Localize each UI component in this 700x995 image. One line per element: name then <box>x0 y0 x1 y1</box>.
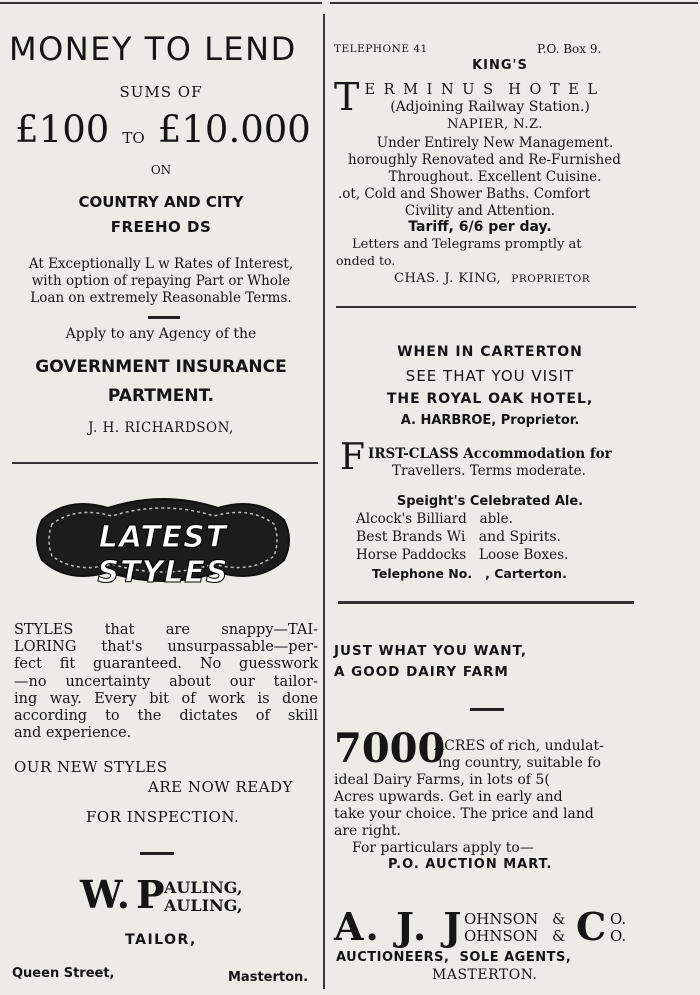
oak-line-4: A. HARBROE, Proprietor. <box>400 413 580 428</box>
hotel-location: NAPIER, N.Z. <box>447 117 543 132</box>
hotel-adjoining: (Adjoining Railway Station.) <box>390 99 590 115</box>
hotel-letters-2: onded to. <box>336 253 396 268</box>
new-styles: OUR NEW STYLES <box>14 758 168 776</box>
country-city: COUNTRY AND CITY <box>78 193 244 211</box>
pauling-initial: W. <box>80 872 130 917</box>
banner-text: LATEST STYLES <box>97 520 229 590</box>
hotel-po-box: P.O. Box 9. <box>537 42 602 56</box>
latest-styles-banner <box>28 490 298 590</box>
left-section-rule <box>12 462 318 464</box>
oak-first <box>340 437 365 478</box>
amount-from: £100 <box>15 108 110 151</box>
hotel-kings: KING'S <box>472 58 528 73</box>
johnson-c: C <box>576 904 607 949</box>
oak-first-initial: F <box>340 437 365 478</box>
rates-line-1: At Exceptionally L w Rates of Interest, <box>28 256 294 272</box>
oak-line-2: SEE THAT YOU VISIT <box>405 367 575 385</box>
tailor-line-2: LORING that's unsurpassable—per- <box>14 639 318 656</box>
money-divider <box>148 316 180 319</box>
johnson-amp-top: & <box>552 910 566 928</box>
money-headline: MONEY TO LEND <box>9 30 297 68</box>
oak-telephone: Telephone No. , Carterton. <box>372 566 567 581</box>
gov-line-1: GOVERNMENT INSURANCE <box>35 357 287 377</box>
queen-street: Queen Street, <box>12 966 115 981</box>
farm-line-6: are right. <box>334 823 401 839</box>
tailor-label: TAILOR, <box>125 932 197 948</box>
amount-to: £10.000 <box>157 108 311 151</box>
oak-line-1: WHEN IN CARTERTON <box>397 344 583 360</box>
proprietor-name: CHAS. J. KING, <box>394 271 502 286</box>
tailor-divider <box>140 852 174 855</box>
column-rule <box>323 14 325 989</box>
gov-line-2: PARTMENT. <box>107 386 215 406</box>
johnson-initials: A. J. J <box>334 904 464 949</box>
right-rule-2 <box>338 601 634 604</box>
for-inspection: FOR INSPECTION. <box>86 808 240 826</box>
hotel-letters: Letters and Telegrams promptly at <box>352 237 582 252</box>
sums-of: SUMS OF <box>119 83 203 101</box>
now-ready: ARE NOW READY <box>148 778 293 796</box>
tailor-line-7: and experience. <box>14 725 132 742</box>
pauling-top: AULING, <box>164 878 243 897</box>
tailor-body <box>14 622 318 742</box>
johnson-logo <box>334 904 664 954</box>
pauling-bottom: AULING, <box>164 896 243 915</box>
johnson-town: MASTERTON. <box>432 967 538 983</box>
hotel-tariff: Tariff, 6/6 per day. <box>408 219 552 235</box>
hotel-line-1: Under Entirely New Management. <box>376 135 614 151</box>
rates-line-3: Loan on extremely Reasonable Terms. <box>30 290 292 306</box>
johnson-amp-bottom: & <box>552 927 566 945</box>
masterton-left: Masterton. <box>228 970 309 985</box>
farm-line-3: ideal Dairy Farms, in lots of 5( <box>334 772 550 788</box>
tailor-line-4: —no uncertainty about our tailor- <box>14 673 318 690</box>
signature: J. H. RICHARDSON, <box>88 420 234 436</box>
farm-particulars: For particulars apply to— <box>352 840 534 856</box>
oak-brands: Best Brands Wi and Spirits. <box>356 529 561 545</box>
left-column <box>0 0 322 995</box>
oak-travellers: Travellers. Terms moderate. <box>392 463 586 479</box>
farm-divider <box>470 708 504 711</box>
on-label: ON <box>150 163 172 177</box>
pauling-big-p: P <box>136 872 165 917</box>
terminus-initial: T <box>334 75 360 119</box>
oak-billiard: Alcock's Billiard able. <box>356 511 513 527</box>
johnson-top: OHNSON <box>464 910 539 928</box>
hotel-line-2: horoughly Renovated and Re-Furnished <box>348 152 621 168</box>
hotel-proprietor <box>394 271 590 286</box>
farm-line-2: ing country, suitable fo <box>438 755 601 771</box>
oak-ale: Speight's Celebrated Ale. <box>396 494 584 509</box>
tailor-line-3: fect fit guaranteed. No guesswork <box>14 656 318 673</box>
farm-line-5: take your choice. The price and land <box>334 806 594 822</box>
oak-paddocks: Horse Paddocks Loose Boxes. <box>356 547 569 563</box>
tailor-line-1: STYLES that are snappy—TAI- <box>14 622 318 638</box>
johnson-o-top: O. <box>610 910 627 928</box>
proprietor-title: PROPRIETOR <box>511 273 591 285</box>
farm-head-2: A GOOD DAIRY FARM <box>334 664 509 680</box>
right-rule-1 <box>336 306 636 308</box>
amount-line <box>10 108 316 151</box>
farm-head-1: JUST WHAT YOU WANT, <box>334 643 527 659</box>
right-column <box>330 0 700 995</box>
apply-line: Apply to any Agency of the <box>65 326 257 342</box>
amount-to-word: TO <box>122 128 145 147</box>
farm-line-4: Acres upwards. Get in early and <box>334 789 563 805</box>
hotel-telephone: TELEPHONE 41 <box>334 43 428 55</box>
pauling-logo <box>80 872 280 922</box>
rates-line-2: with option of repaying Part or Whole <box>31 273 291 289</box>
oak-first-rest: IRST-CLASS Accommodation for <box>368 446 612 462</box>
terminus-rest: E R M I N U S H O T E L <box>364 82 600 98</box>
hotel-line-5: Civility and Attention. <box>404 203 556 219</box>
tailor-line-5: ing way. Every bit of work is done <box>14 690 318 707</box>
hotel-line-4: .ot, Cold and Shower Baths. Comfort <box>338 186 591 202</box>
farm-line-1: ACRES of rich, undulat- <box>434 738 604 754</box>
farm-mart: P.O. AUCTION MART. <box>388 857 553 872</box>
johnson-o-bottom: O. <box>610 927 627 945</box>
johnson-bottom: OHNSON <box>464 927 539 945</box>
hotel-line-3: Throughout. Excellent Cuisine. <box>388 169 602 185</box>
tailor-line-6: according to the dictates of skill <box>14 708 318 725</box>
freeholds: FREEHO DS <box>110 218 212 236</box>
johnson-role: AUCTIONEERS, SOLE AGENTS, <box>336 950 572 965</box>
oak-line-3: THE ROYAL OAK HOTEL, <box>386 391 594 407</box>
farm-number: 7000 <box>334 725 446 772</box>
